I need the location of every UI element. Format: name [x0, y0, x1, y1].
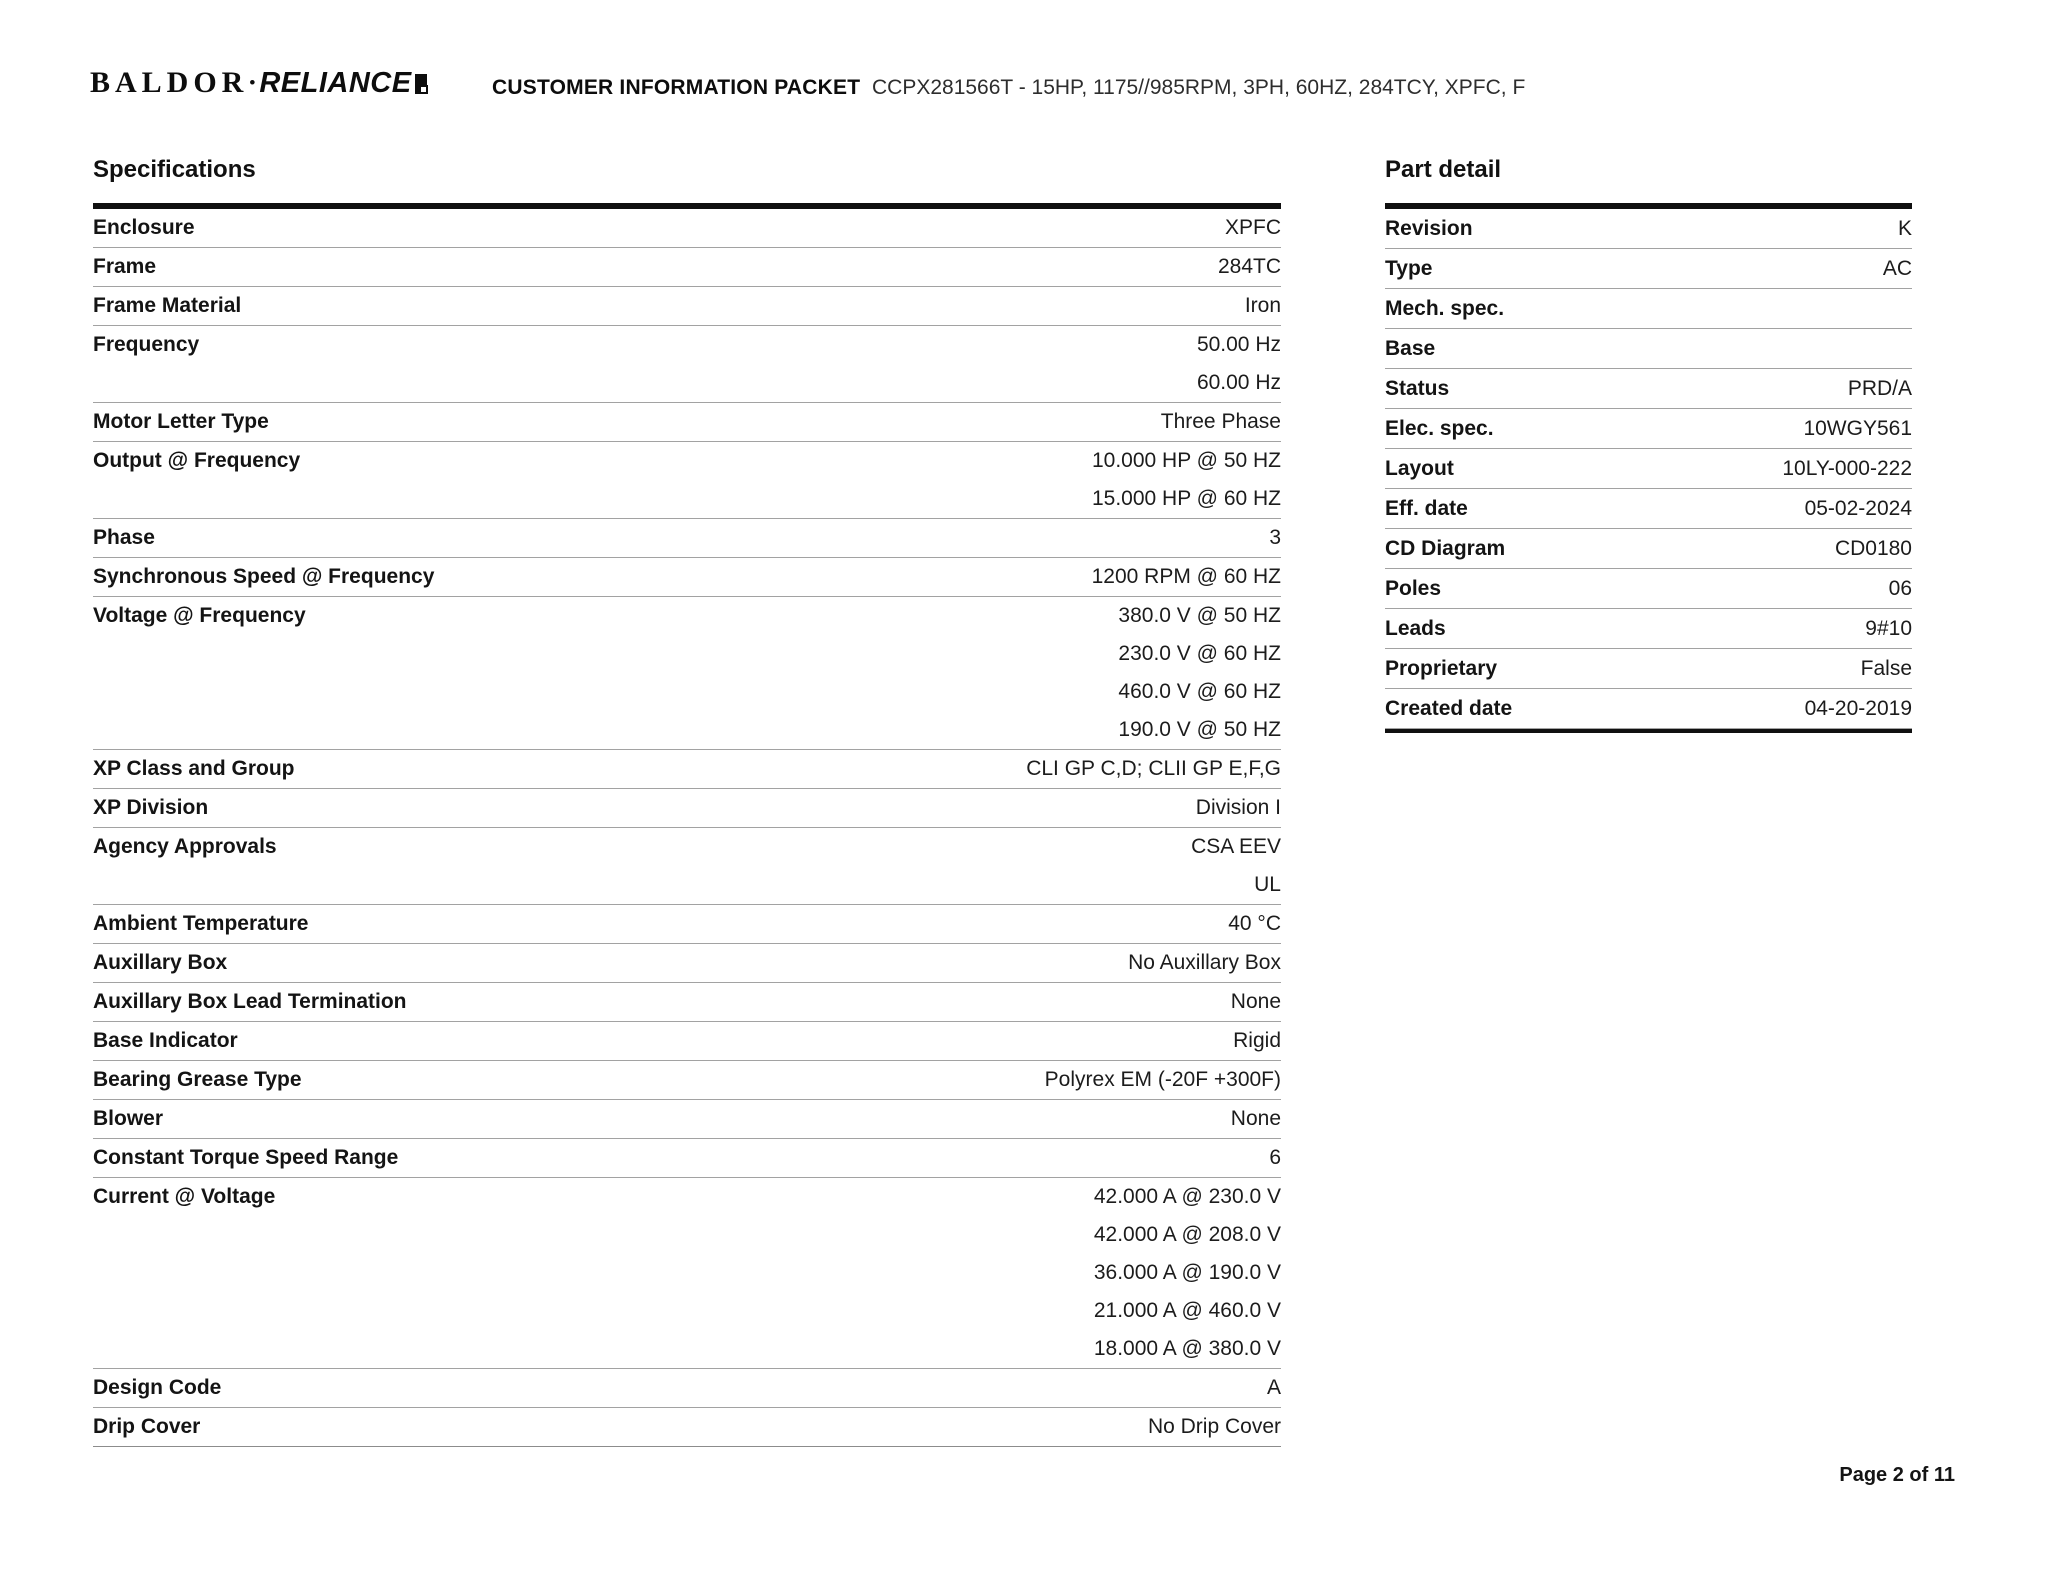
specification-value: 42.000 A @ 208.0 V [1093, 1223, 1281, 1246]
part-detail-row [1385, 689, 1912, 729]
specification-value: No Drip Cover [1147, 1415, 1281, 1438]
specification-value: 10.000 HP @ 50 HZ [1091, 449, 1281, 472]
part-detail-row [1385, 369, 1912, 409]
specification-values [195, 209, 1281, 247]
specification-label: Agency Approvals [93, 835, 277, 858]
specification-value: 230.0 V @ 60 HZ [1118, 642, 1281, 665]
part-detail-label: Elec. spec. [1385, 417, 1494, 440]
specification-value: XPFC [1224, 216, 1281, 239]
specifications-section [93, 156, 1281, 1447]
part-detail-values [1441, 569, 1912, 608]
specification-values [200, 1408, 1281, 1446]
specification-row [93, 519, 1281, 558]
specification-row [93, 1178, 1281, 1369]
specification-row [93, 1408, 1281, 1447]
document-title: CUSTOMER INFORMATION PACKET [492, 76, 861, 99]
part-detail-values [1435, 329, 1912, 368]
part-detail-value: False [1860, 657, 1912, 680]
specification-row [93, 750, 1281, 789]
specification-row [93, 403, 1281, 442]
part-detail-label: Leads [1385, 617, 1446, 640]
part-detail-values [1505, 529, 1912, 568]
specification-values [309, 905, 1282, 943]
specification-row [93, 983, 1281, 1022]
part-detail-row [1385, 489, 1912, 529]
specification-row [93, 248, 1281, 287]
specification-value: Rigid [1233, 1029, 1281, 1052]
specification-label: Motor Letter Type [93, 410, 269, 433]
part-detail-values [1473, 209, 1912, 248]
product-description: CCPX281566T - 15HP, 1175//985RPM, 3PH, 60HZ, 284TCY, XPFC, F [872, 76, 1526, 99]
specification-label: Current @ Voltage [93, 1185, 276, 1208]
specification-row [93, 326, 1281, 403]
specification-row [93, 287, 1281, 326]
specification-value: No Auxillary Box [1128, 951, 1281, 974]
specification-value: 50.00 Hz [1196, 333, 1281, 356]
specification-label: Constant Torque Speed Range [93, 1146, 399, 1169]
part-detail-value [1504, 289, 1912, 328]
specification-label: Enclosure [93, 216, 195, 239]
part-detail-values [1432, 249, 1912, 288]
part-detail-value: AC [1882, 257, 1912, 280]
baldor-wordmark: BALDOR [90, 66, 249, 99]
specification-values [199, 326, 1281, 402]
specification-row [93, 1100, 1281, 1139]
part-detail-row [1385, 249, 1912, 289]
specification-label: Voltage @ Frequency [93, 604, 306, 627]
specification-value: 40 °C [1228, 912, 1281, 935]
specification-value: 284TC [1217, 255, 1281, 278]
specification-label: Bearing Grease Type [93, 1068, 302, 1091]
specification-label: Auxillary Box [93, 951, 228, 974]
specification-row [93, 828, 1281, 905]
specification-label: Output @ Frequency [93, 449, 301, 472]
specification-label: Frame [93, 255, 157, 278]
specification-row [93, 209, 1281, 248]
part-detail-value: 10LY-000-222 [1782, 457, 1912, 480]
specification-value: CSA EEV [1191, 835, 1281, 858]
specification-values [398, 1139, 1281, 1177]
specification-label: Design Code [93, 1376, 222, 1399]
part-detail-value: 10WGY561 [1803, 417, 1912, 440]
specification-label: Phase [93, 526, 155, 549]
specification-value: 42.000 A @ 230.0 V [1093, 1185, 1281, 1208]
specifications-table [93, 203, 1281, 1447]
part-detail-row [1385, 449, 1912, 489]
specification-values [295, 750, 1282, 788]
part-detail-row [1385, 209, 1912, 249]
part-detail-values [1497, 649, 1912, 688]
specification-label: Frequency [93, 333, 200, 356]
specification-row [93, 442, 1281, 519]
specification-value: CLI GP C,D; CLII GP E,F,G [1026, 757, 1281, 780]
specification-values [208, 789, 1281, 827]
specification-row [93, 905, 1281, 944]
specification-values [241, 287, 1281, 325]
part-detail-row [1385, 609, 1912, 649]
specification-value: 380.0 V @ 50 HZ [1118, 604, 1281, 627]
specification-value: 460.0 V @ 60 HZ [1118, 680, 1281, 703]
part-detail-label: Base [1385, 337, 1436, 360]
specification-label: XP Class and Group [93, 757, 295, 780]
specification-values [277, 828, 1281, 904]
part-detail-label: Eff. date [1385, 497, 1468, 520]
part-detail-values [1454, 449, 1912, 488]
part-detail-label: Created date [1385, 697, 1513, 720]
part-detail-section [1385, 156, 1912, 733]
specification-values [269, 403, 1281, 441]
part-detail-row [1385, 289, 1912, 329]
part-detail-label: Poles [1385, 577, 1442, 600]
specification-row [93, 558, 1281, 597]
part-detail-values [1512, 689, 1912, 728]
part-detail-title: Part detail [1385, 156, 1502, 183]
part-detail-values [1504, 289, 1912, 328]
specification-value: 15.000 HP @ 60 HZ [1091, 487, 1281, 510]
part-detail-value: CD0180 [1834, 537, 1912, 560]
specification-value: A [1266, 1376, 1281, 1399]
part-detail-values [1449, 369, 1912, 408]
part-detail-row [1385, 569, 1912, 609]
specification-label: Base Indicator [93, 1029, 238, 1052]
part-detail-value [1435, 329, 1912, 368]
specification-value: 1200 RPM @ 60 HZ [1091, 565, 1281, 588]
specification-values [302, 1061, 1281, 1099]
part-detail-value: 04-20-2019 [1804, 697, 1912, 720]
specification-values [163, 1100, 1281, 1138]
specification-value: 3 [1269, 526, 1281, 549]
specification-values [306, 597, 1281, 749]
page-number: Page 2 of 11 [1839, 1464, 1955, 1486]
part-detail-row [1385, 529, 1912, 569]
specification-value: Division I [1195, 796, 1281, 819]
specification-value: Iron [1244, 294, 1281, 317]
specification-label: XP Division [93, 796, 209, 819]
specification-value: 21.000 A @ 460.0 V [1093, 1299, 1281, 1322]
specification-values [238, 1022, 1281, 1060]
specification-label: Ambient Temperature [93, 912, 309, 935]
part-detail-row [1385, 329, 1912, 369]
specification-values [227, 944, 1281, 982]
logo-dot-separator: • [249, 73, 256, 92]
specification-value: None [1230, 1107, 1281, 1130]
specification-row [93, 1061, 1281, 1100]
part-detail-label: Revision [1385, 217, 1473, 240]
part-detail-table [1385, 203, 1912, 733]
part-detail-label: Mech. spec. [1385, 297, 1505, 320]
specification-label: Blower [93, 1107, 164, 1130]
specification-value: 18.000 A @ 380.0 V [1093, 1337, 1281, 1360]
specification-values [434, 558, 1281, 596]
part-detail-label: Proprietary [1385, 657, 1498, 680]
specification-value: None [1230, 990, 1281, 1013]
specification-value: UL [1254, 873, 1281, 896]
part-detail-label: Layout [1385, 457, 1454, 480]
part-detail-value: PRD/A [1847, 377, 1912, 400]
specification-values [155, 519, 1281, 557]
specification-value: 6 [1269, 1146, 1281, 1169]
specification-values [300, 442, 1281, 518]
reliance-trademark-icon [415, 74, 427, 94]
specification-row [93, 1369, 1281, 1408]
part-detail-row [1385, 409, 1912, 449]
specification-label: Synchronous Speed @ Frequency [93, 565, 435, 588]
part-detail-value: 9#10 [1865, 617, 1912, 640]
part-detail-value: 06 [1888, 577, 1912, 600]
part-detail-label: Status [1385, 377, 1450, 400]
specification-row [93, 597, 1281, 750]
baldor-reliance-logo [90, 66, 427, 100]
specification-label: Auxillary Box Lead Termination [93, 990, 407, 1013]
part-detail-values [1494, 409, 1912, 448]
part-detail-row [1385, 649, 1912, 689]
specification-label: Drip Cover [93, 1415, 201, 1438]
part-detail-values [1468, 489, 1912, 528]
specification-row [93, 1022, 1281, 1061]
specification-values [156, 248, 1281, 286]
specification-value: Polyrex EM (-20F +300F) [1044, 1068, 1281, 1091]
specification-value: Three Phase [1160, 410, 1281, 433]
specification-values [407, 983, 1281, 1021]
specification-row [93, 944, 1281, 983]
part-detail-value: 05-02-2024 [1804, 497, 1912, 520]
part-detail-label: CD Diagram [1385, 537, 1506, 560]
specification-value: 60.00 Hz [1196, 371, 1281, 394]
part-detail-label: Type [1385, 257, 1433, 280]
part-detail-values [1446, 609, 1912, 648]
specifications-title: Specifications [93, 156, 256, 183]
part-detail-value: K [1897, 217, 1912, 240]
specification-value: 36.000 A @ 190.0 V [1093, 1261, 1281, 1284]
specification-values [275, 1178, 1281, 1368]
specification-value: 190.0 V @ 50 HZ [1118, 718, 1281, 741]
specification-row [93, 1139, 1281, 1178]
reliance-wordmark: RELIANCE [259, 67, 412, 99]
specification-row [93, 789, 1281, 828]
specification-label: Frame Material [93, 294, 242, 317]
specification-values [221, 1369, 1281, 1407]
